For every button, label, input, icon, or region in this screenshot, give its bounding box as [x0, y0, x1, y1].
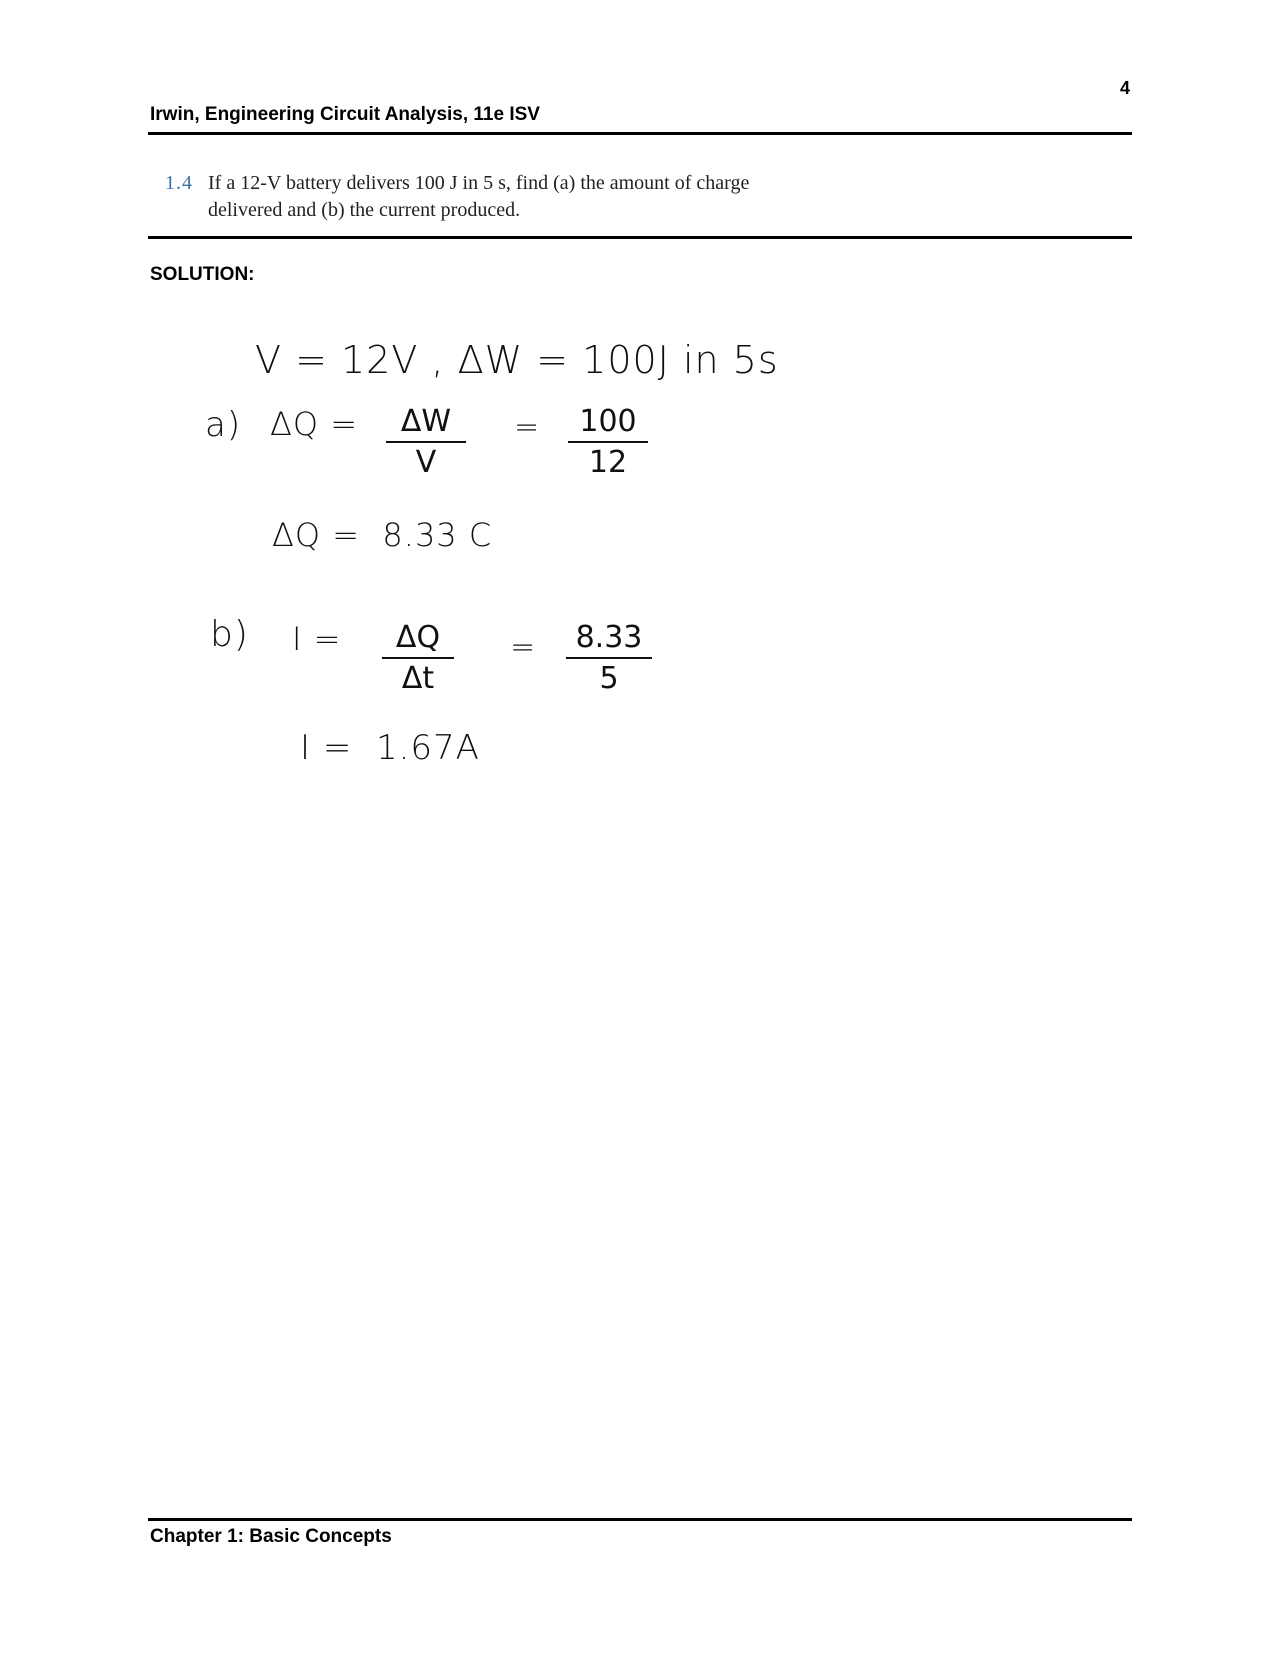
part-b-frac2-den: 5 — [599, 661, 619, 696]
running-header: Irwin, Engineering Circuit Analysis, 11e ISV — [150, 104, 540, 125]
part-b-equals: = — [510, 630, 537, 665]
part-b-frac2-num: 8.33 — [566, 620, 652, 659]
part-a-frac1-den: V — [415, 445, 437, 480]
part-b-lhs: I = — [292, 620, 342, 658]
page-number: 4 — [1119, 78, 1130, 98]
part-a-equals: = — [514, 410, 541, 445]
part-b-frac1-den: Δt — [401, 661, 435, 696]
given-line: V = 12V , ΔW = 100J in 5s — [255, 338, 779, 382]
part-a-result: ΔQ = 8.33 C — [272, 516, 493, 554]
part-a-lhs: ΔQ = — [270, 405, 359, 443]
part-a-frac1-num: ΔW — [386, 404, 466, 443]
part-b-fraction-1 — [382, 620, 454, 696]
problem-statement — [165, 170, 805, 224]
part-a-label: a) — [205, 405, 242, 445]
problem-rule — [148, 236, 1132, 239]
part-a-frac2-den: 12 — [588, 445, 628, 480]
footer-rule — [148, 1518, 1132, 1521]
solution-label: SOLUTION: — [150, 264, 255, 285]
problem-number: 1.4 — [165, 172, 193, 194]
part-b-label: b) — [210, 614, 249, 655]
part-b-frac1-num: ΔQ — [382, 620, 454, 659]
part-a-fraction-2 — [568, 404, 648, 480]
part-a-frac2-num: 100 — [568, 404, 648, 443]
part-b-result: I = 1.67A — [300, 728, 480, 768]
header-rule — [148, 132, 1132, 135]
problem-text: If a 12-V battery delivers 100 J in 5 s, find (a) the amount of charge delivered and (b) the current produced. — [208, 172, 750, 221]
part-a-fraction-1 — [386, 404, 466, 480]
part-b-fraction-2 — [566, 620, 652, 696]
footer-chapter: Chapter 1: Basic Concepts — [150, 1526, 392, 1547]
